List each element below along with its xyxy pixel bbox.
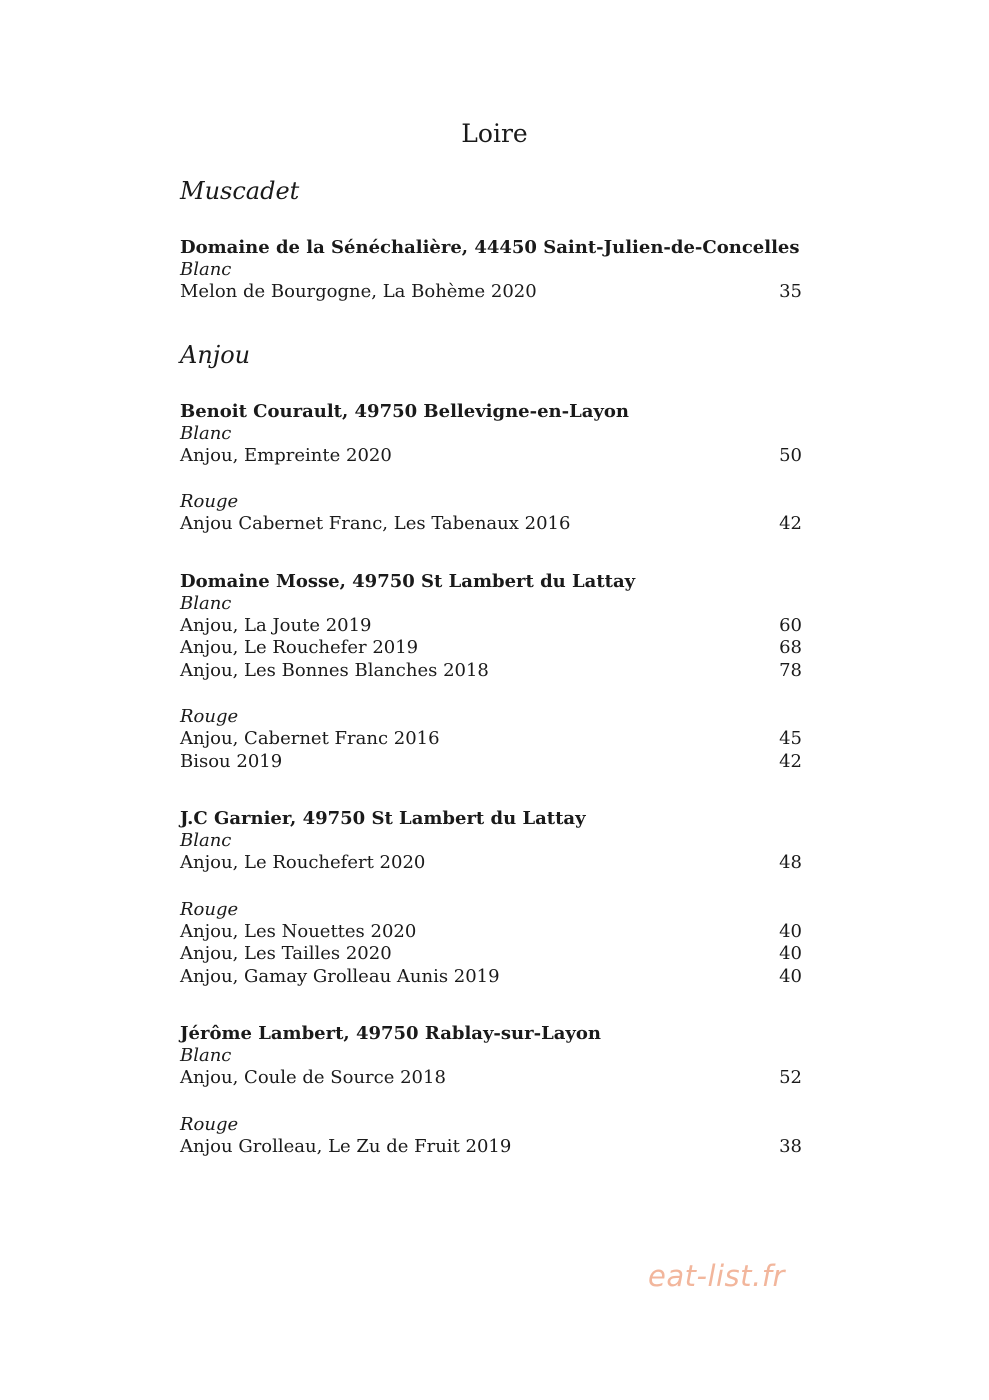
wine-name: Anjou, Les Nouettes 2020 — [180, 920, 417, 942]
wine-row — [180, 660, 802, 683]
region-muscadet — [180, 174, 802, 304]
producer — [180, 1022, 802, 1158]
producer-name: Benoit Courault, 49750 Bellevigne-en-Layon — [180, 400, 629, 422]
wine-name: Anjou, Le Rouchefert 2020 — [180, 852, 426, 873]
producer-name: J.C Garnier, 49750 St Lambert du Lattay — [180, 808, 586, 829]
color-group-blanc — [180, 593, 802, 683]
color-label: Blanc — [180, 592, 232, 614]
producer — [180, 236, 802, 304]
wine-price: 50 — [779, 444, 802, 466]
wine-name: Melon de Bourgogne, La Bohème 2020 — [180, 281, 537, 302]
color-label: Rouge — [180, 1113, 239, 1135]
wine-row — [180, 445, 802, 468]
color-group-blanc — [180, 1045, 802, 1090]
color-group-rouge — [180, 706, 802, 773]
wine-row — [180, 751, 802, 774]
producer — [180, 807, 802, 988]
wine-price: 78 — [779, 659, 802, 681]
wine-price: 40 — [779, 965, 802, 987]
wine-price: 38 — [779, 1135, 802, 1157]
producer — [180, 400, 802, 536]
wine-price: 48 — [779, 852, 802, 873]
color-group-rouge — [180, 491, 802, 536]
color-group-blanc — [180, 259, 802, 304]
wine-row — [180, 1067, 802, 1090]
wine-price: 40 — [779, 920, 802, 942]
region-title: Anjou — [180, 340, 251, 369]
wine-price: 40 — [779, 943, 802, 964]
producer-name: Jérôme Lambert, 49750 Rablay-sur-Layon — [180, 1023, 601, 1044]
wine-list — [180, 174, 802, 1192]
wine-name: Anjou, La Joute 2019 — [180, 614, 372, 636]
page-title: Loire — [461, 119, 528, 148]
color-group-blanc — [180, 830, 802, 875]
wine-price: 35 — [779, 281, 802, 302]
wine-price: 42 — [779, 750, 802, 772]
wine-price: 52 — [779, 1067, 802, 1088]
wine-price: 60 — [779, 614, 802, 636]
wine-name: Anjou, Le Rouchefer 2019 — [180, 637, 419, 658]
producer — [180, 570, 802, 774]
wine-name: Anjou, Empreinte 2020 — [180, 444, 392, 466]
wine-row — [180, 637, 802, 660]
wine-name: Anjou Grolleau, Le Zu de Fruit 2019 — [180, 1135, 512, 1157]
wine-name: Anjou, Les Tailles 2020 — [180, 943, 392, 964]
watermark-logo: eat-list.fr — [648, 1259, 785, 1293]
wine-row — [180, 966, 802, 989]
color-label: Rouge — [180, 706, 239, 727]
region-title: Muscadet — [180, 177, 300, 205]
color-group-rouge — [180, 1114, 802, 1159]
wine-row — [180, 281, 802, 304]
producer-name: Domaine de la Sénéchalière, 44450 Saint-Julien-de-Concelles — [180, 237, 800, 258]
wine-row — [180, 615, 802, 638]
wine-price: 68 — [779, 637, 802, 658]
wine-row — [180, 728, 802, 751]
wine-name: Anjou, Les Bonnes Blanches 2018 — [180, 659, 489, 681]
region-anjou — [180, 338, 802, 1159]
color-label: Blanc — [180, 259, 232, 280]
wine-name: Anjou, Coule de Source 2018 — [180, 1067, 446, 1088]
color-label: Blanc — [180, 830, 232, 851]
wine-price: 45 — [779, 728, 802, 749]
wine-price: 42 — [779, 513, 802, 534]
wine-row — [180, 943, 802, 966]
wine-row — [180, 921, 802, 944]
wine-name: Anjou, Gamay Grolleau Aunis 2019 — [180, 965, 500, 987]
wine-row — [180, 513, 802, 536]
wine-name: Anjou Cabernet Franc, Les Tabenaux 2016 — [180, 513, 571, 534]
color-label: Rouge — [180, 898, 239, 920]
wine-row — [180, 1136, 802, 1159]
color-group-rouge — [180, 899, 802, 989]
color-label: Blanc — [180, 1045, 232, 1066]
color-label: Blanc — [180, 422, 232, 444]
producer-name: Domaine Mosse, 49750 St Lambert du Lattay — [180, 570, 636, 592]
color-group-blanc — [180, 423, 802, 468]
wine-name: Anjou, Cabernet Franc 2016 — [180, 728, 440, 749]
wine-name: Bisou 2019 — [180, 750, 283, 772]
color-label: Rouge — [180, 491, 239, 512]
wine-row — [180, 852, 802, 875]
